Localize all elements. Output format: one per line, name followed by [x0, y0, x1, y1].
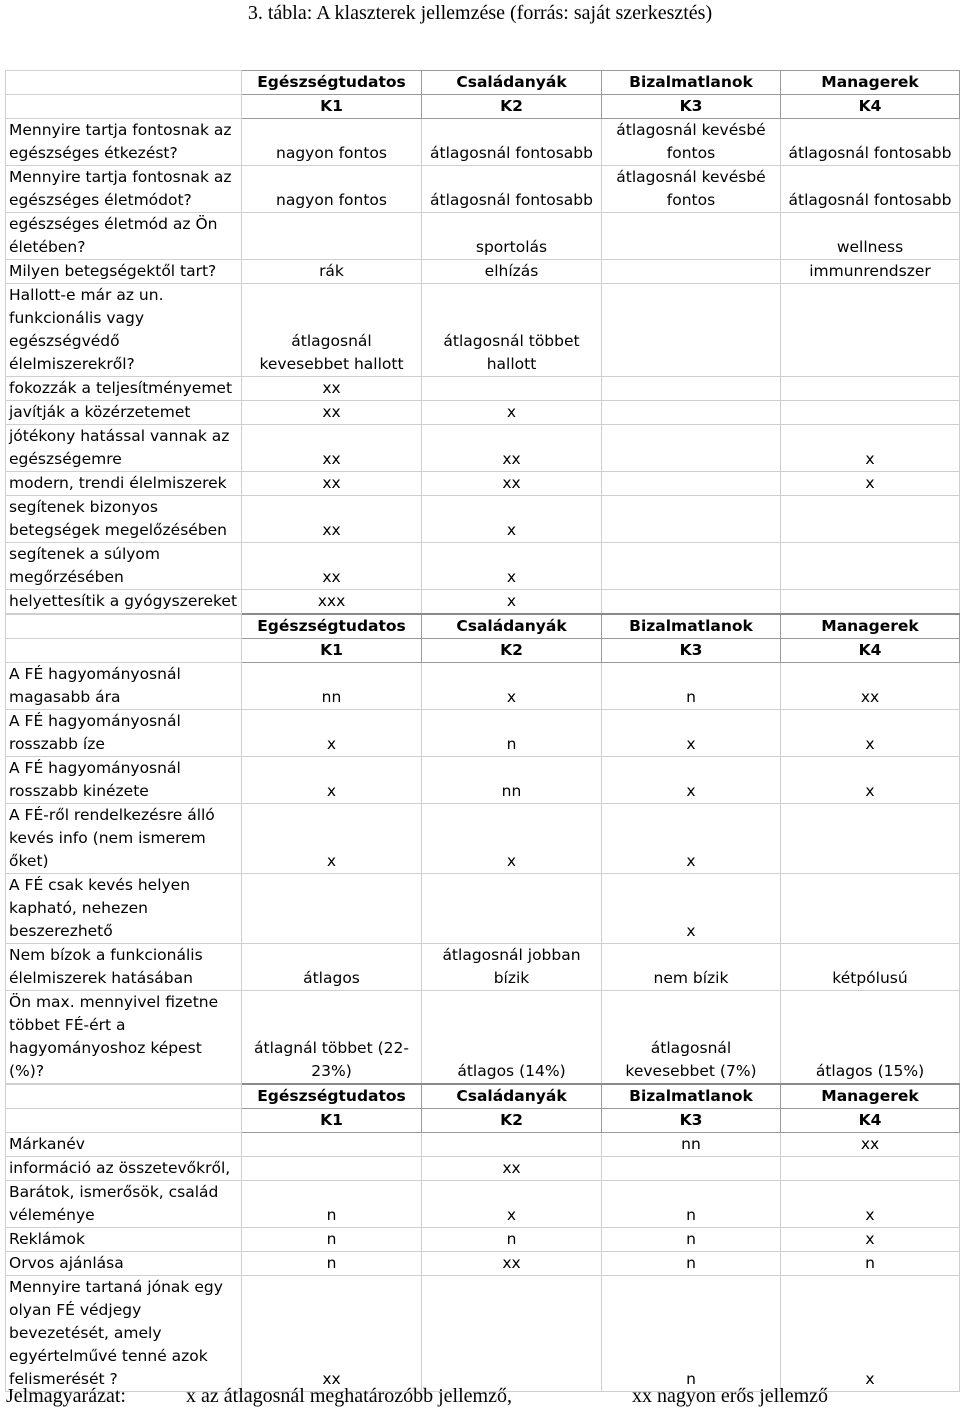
table-row [6, 119, 960, 166]
cluster-value-cell-k3 [602, 496, 781, 543]
table-row [6, 1157, 960, 1181]
cluster-name-header: Bizalmatlanok [602, 614, 781, 639]
cluster-name-header: Családanyák [422, 614, 602, 639]
question-cell: modern, trendi élelmiszerek [6, 472, 242, 496]
question-cell: Reklámok [6, 1228, 242, 1252]
question-cell: információ az összetevőkről, [6, 1157, 242, 1181]
table-row [6, 991, 960, 1085]
question-cell: Mennyire tartja fontosnak az egészséges életmódot? [6, 166, 242, 213]
cluster-value-cell-k4 [781, 590, 960, 615]
cluster-value-cell-k1: átlagos [242, 944, 422, 991]
cluster-value-cell-k4: kétpólusú [781, 944, 960, 991]
cluster-value-cell-k3 [602, 590, 781, 615]
cluster-value-cell-k3: átlagosnál kevesebbet (7%) [602, 991, 781, 1085]
cluster-value-cell-k3 [602, 472, 781, 496]
table-row [6, 944, 960, 991]
question-cell: Mennyire tartja fontosnak az egészséges étkezést? [6, 119, 242, 166]
header-empty-cell [6, 639, 242, 663]
cluster-value-cell-k2: x [422, 663, 602, 710]
cluster-value-cell-k1: nagyon fontos [242, 166, 422, 213]
cluster-value-cell-k1: nagyon fontos [242, 119, 422, 166]
cluster-code-header: K1 [242, 639, 422, 663]
header-empty-cell [6, 1084, 242, 1109]
cluster-value-cell-k2 [422, 874, 602, 944]
question-cell: A FÉ hagyományosnál rosszabb íze [6, 710, 242, 757]
cluster-value-cell-k2: xx [422, 425, 602, 472]
question-cell: jótékony hatással vannak az egészségemre [6, 425, 242, 472]
table-row [6, 1252, 960, 1276]
cluster-code-header: K4 [781, 639, 960, 663]
header-empty-cell [6, 1109, 242, 1133]
cluster-code-header: K4 [781, 1109, 960, 1133]
cluster-value-cell-k2: x [422, 804, 602, 874]
cluster-code-header: K3 [602, 1109, 781, 1133]
cluster-value-cell-k4 [781, 401, 960, 425]
cluster-value-cell-k2: xx [422, 1157, 602, 1181]
cluster-name-header: Managerek [781, 71, 960, 95]
cluster-value-cell-k1 [242, 213, 422, 260]
cluster-value-cell-k3: x [602, 757, 781, 804]
cluster-value-cell-k2: xx [422, 472, 602, 496]
table-row [6, 496, 960, 543]
cluster-code-header: K3 [602, 95, 781, 119]
question-cell: A FÉ-ről rendelkezésre álló kevés info (nem ismerem őket) [6, 804, 242, 874]
question-cell: fokozzák a teljesítményemet [6, 377, 242, 401]
cluster-value-cell-k1: n [242, 1252, 422, 1276]
cluster-value-cell-k2: x [422, 590, 602, 615]
table-row [6, 874, 960, 944]
cluster-code-header: K1 [242, 95, 422, 119]
cluster-code-header-row [6, 639, 960, 663]
cluster-name-header: Managerek [781, 614, 960, 639]
question-cell: Márkanév [6, 1133, 242, 1157]
cluster-value-cell-k1 [242, 1133, 422, 1157]
cluster-value-cell-k4: xx [781, 663, 960, 710]
cluster-value-cell-k1: xx [242, 496, 422, 543]
table-row [6, 804, 960, 874]
cluster-value-cell-k2: átlagos (14%) [422, 991, 602, 1085]
cluster-value-cell-k1: x [242, 804, 422, 874]
cluster-value-cell-k2: x [422, 543, 602, 590]
cluster-name-header: Egészségtudatos [242, 614, 422, 639]
cluster-value-cell-k3 [602, 377, 781, 401]
cluster-value-cell-k2: nn [422, 757, 602, 804]
cluster-value-cell-k1: xx [242, 401, 422, 425]
cluster-value-cell-k4: átlagos (15%) [781, 991, 960, 1085]
cluster-value-cell-k3: x [602, 710, 781, 757]
cluster-value-cell-k1: xx [242, 377, 422, 401]
table-row [6, 1133, 960, 1157]
cluster-value-cell-k1: n [242, 1228, 422, 1252]
legend [6, 1383, 956, 1409]
cluster-value-cell-k3: n [602, 1181, 781, 1228]
table-row [6, 1276, 960, 1392]
cluster-name-header: Családanyák [422, 1084, 602, 1109]
cluster-code-header: K2 [422, 1109, 602, 1133]
cluster-value-cell-k3 [602, 401, 781, 425]
cluster-value-cell-k2: n [422, 710, 602, 757]
question-cell: Hallott-e már az un. funkcionális vagy egészségvédő élelmiszerekről? [6, 284, 242, 377]
cluster-name-header: Családanyák [422, 71, 602, 95]
cluster-code-header: K3 [602, 639, 781, 663]
table-row [6, 472, 960, 496]
cluster-value-cell-k3 [602, 543, 781, 590]
cluster-value-cell-k2: átlagosnál fontosabb [422, 119, 602, 166]
header-empty-cell [6, 614, 242, 639]
cluster-value-cell-k4: x [781, 757, 960, 804]
cluster-value-cell-k4: immunrendszer [781, 260, 960, 284]
cluster-value-cell-k2: x [422, 401, 602, 425]
cluster-value-cell-k3: n [602, 1252, 781, 1276]
question-cell: Orvos ajánlása [6, 1252, 242, 1276]
cluster-value-cell-k4: n [781, 1252, 960, 1276]
table-row [6, 1181, 960, 1228]
cluster-value-cell-k1: xx [242, 472, 422, 496]
cluster-value-cell-k3: n [602, 1228, 781, 1252]
question-cell: Ön max. mennyivel fizetne többet FÉ-ért a hagyományoshoz képest (%)? [6, 991, 242, 1085]
table-row [6, 401, 960, 425]
cluster-value-cell-k1 [242, 874, 422, 944]
cluster-value-cell-k4 [781, 377, 960, 401]
cluster-value-cell-k4: x [781, 1228, 960, 1252]
table-row [6, 425, 960, 472]
cluster-table [5, 70, 960, 1392]
cluster-value-cell-k3: x [602, 804, 781, 874]
question-cell: javítják a közérzetemet [6, 401, 242, 425]
cluster-value-cell-k2: xx [422, 1252, 602, 1276]
cluster-value-cell-k1: xxx [242, 590, 422, 615]
cluster-value-cell-k2: n [422, 1228, 602, 1252]
cluster-name-header-row [6, 1084, 960, 1109]
cluster-value-cell-k3: átlagosnál kevésbé fontos [602, 119, 781, 166]
question-cell: A FÉ hagyományosnál rosszabb kinézete [6, 757, 242, 804]
cluster-value-cell-k3 [602, 284, 781, 377]
cluster-code-header: K2 [422, 639, 602, 663]
cluster-value-cell-k2 [422, 1133, 602, 1157]
cluster-value-cell-k4 [781, 543, 960, 590]
cluster-value-cell-k2: x [422, 1181, 602, 1228]
table-row [6, 213, 960, 260]
cluster-name-header: Managerek [781, 1084, 960, 1109]
legend-label: Jelmagyarázat: [6, 1385, 126, 1407]
cluster-value-cell-k3 [602, 425, 781, 472]
cluster-value-cell-k3 [602, 1157, 781, 1181]
question-cell: Mennyire tartaná jónak egy olyan FÉ védjegy bevezetését, amely egyértelművé tenné azok felismerését ? [6, 1276, 242, 1392]
cluster-code-header-row [6, 95, 960, 119]
cluster-value-cell-k4: x [781, 1181, 960, 1228]
cluster-value-cell-k4: xx [781, 1133, 960, 1157]
cluster-value-cell-k1: x [242, 710, 422, 757]
question-cell: segítenek a súlyom megőrzésében [6, 543, 242, 590]
cluster-value-cell-k4 [781, 874, 960, 944]
cluster-value-cell-k1: n [242, 1181, 422, 1228]
cluster-value-cell-k4 [781, 496, 960, 543]
table-row [6, 260, 960, 284]
question-cell: Nem bízok a funkcionális élelmiszerek hatásában [6, 944, 242, 991]
header-empty-cell [6, 71, 242, 95]
cluster-value-cell-k1: xx [242, 425, 422, 472]
cluster-value-cell-k4 [781, 1157, 960, 1181]
table-row [6, 710, 960, 757]
cluster-value-cell-k3: átlagosnál kevésbé fontos [602, 166, 781, 213]
cluster-value-cell-k2: átlagosnál jobban bízik [422, 944, 602, 991]
cluster-value-cell-k4 [781, 804, 960, 874]
cluster-name-header: Bizalmatlanok [602, 71, 781, 95]
question-cell: Milyen betegségektől tart? [6, 260, 242, 284]
cluster-value-cell-k3: nem bízik [602, 944, 781, 991]
question-cell: egészséges életmód az Ön életében? [6, 213, 242, 260]
cluster-name-header: Bizalmatlanok [602, 1084, 781, 1109]
cluster-value-cell-k2: elhízás [422, 260, 602, 284]
table-row [6, 284, 960, 377]
cluster-value-cell-k3: n [602, 1276, 781, 1392]
table-row [6, 1228, 960, 1252]
question-cell: A FÉ hagyományosnál magasabb ára [6, 663, 242, 710]
cluster-name-header: Egészségtudatos [242, 1084, 422, 1109]
cluster-value-cell-k2: x [422, 496, 602, 543]
table-row [6, 757, 960, 804]
cluster-value-cell-k3: n [602, 663, 781, 710]
cluster-value-cell-k4: wellness [781, 213, 960, 260]
cluster-value-cell-k4: x [781, 710, 960, 757]
cluster-value-cell-k2 [422, 377, 602, 401]
cluster-value-cell-k4: átlagosnál fontosabb [781, 166, 960, 213]
cluster-value-cell-k1: xx [242, 1276, 422, 1392]
cluster-value-cell-k3: x [602, 874, 781, 944]
cluster-value-cell-k1 [242, 1157, 422, 1181]
table-row [6, 166, 960, 213]
cluster-value-cell-k4: x [781, 472, 960, 496]
cluster-name-header-row [6, 614, 960, 639]
question-cell: helyettesítik a gyógyszereket [6, 590, 242, 615]
cluster-value-cell-k2: átlagosnál fontosabb [422, 166, 602, 213]
cluster-code-header: K1 [242, 1109, 422, 1133]
cluster-name-header: Egészségtudatos [242, 71, 422, 95]
header-empty-cell [6, 95, 242, 119]
cluster-code-header: K4 [781, 95, 960, 119]
cluster-name-header-row [6, 71, 960, 95]
question-cell: segítenek bizonyos betegségek megelőzésében [6, 496, 242, 543]
cluster-value-cell-k4: átlagosnál fontosabb [781, 119, 960, 166]
table-row [6, 590, 960, 615]
cluster-value-cell-k4: x [781, 1276, 960, 1392]
cluster-value-cell-k2: sportolás [422, 213, 602, 260]
cluster-value-cell-k1: átlagnál többet (22-23%) [242, 991, 422, 1085]
table-row [6, 543, 960, 590]
cluster-code-header: K2 [422, 95, 602, 119]
cluster-value-cell-k4 [781, 284, 960, 377]
question-cell: A FÉ csak kevés helyen kapható, nehezen beszerezhető [6, 874, 242, 944]
table-row [6, 377, 960, 401]
legend-x-text: x az átlagosnál meghatározóbb jellemző, [186, 1385, 512, 1407]
cluster-value-cell-k1: átlagosnál kevesebbet hallott [242, 284, 422, 377]
cluster-value-cell-k2: átlagosnál többet hallott [422, 284, 602, 377]
cluster-code-header-row [6, 1109, 960, 1133]
table-caption: 3. tábla: A klaszterek jellemzése (forrás: saját szerkesztés) [247, 2, 713, 24]
question-cell: Barátok, ismerősök, család véleménye [6, 1181, 242, 1228]
table-row [6, 663, 960, 710]
cluster-value-cell-k3 [602, 213, 781, 260]
cluster-value-cell-k3: nn [602, 1133, 781, 1157]
legend-xx-text: xx nagyon erős jellemző [632, 1385, 829, 1407]
cluster-value-cell-k1: x [242, 757, 422, 804]
cluster-value-cell-k4: x [781, 425, 960, 472]
cluster-value-cell-k1: xx [242, 543, 422, 590]
cluster-value-cell-k1: rák [242, 260, 422, 284]
cluster-value-cell-k3 [602, 260, 781, 284]
cluster-value-cell-k2 [422, 1276, 602, 1392]
cluster-value-cell-k1: nn [242, 663, 422, 710]
